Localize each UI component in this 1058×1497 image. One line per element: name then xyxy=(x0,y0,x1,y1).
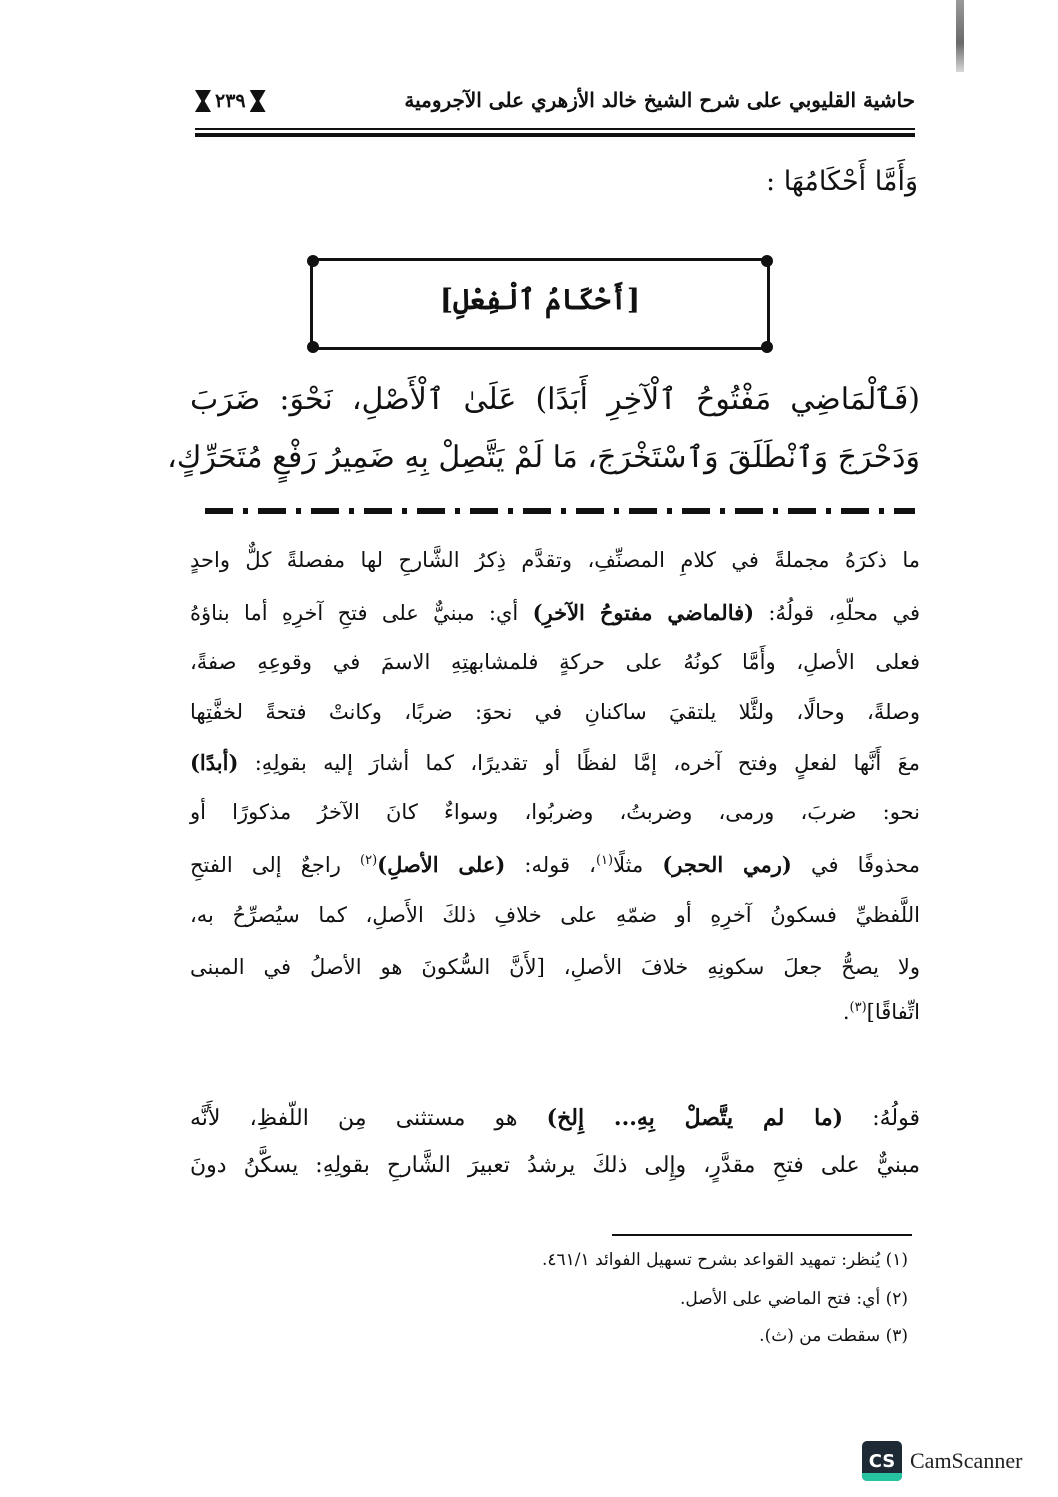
running-header xyxy=(195,88,915,124)
text-run: مثلًا xyxy=(613,853,663,877)
footnote-separator xyxy=(612,1234,912,1236)
commentary-line xyxy=(190,1153,920,1178)
footnote-3: (٣) سقطت من (ث). xyxy=(759,1326,908,1346)
commentary-line xyxy=(190,1105,920,1131)
header-rule-thin xyxy=(195,128,915,130)
section-title-box xyxy=(310,258,770,350)
footnote-ref: (٣) xyxy=(849,1000,867,1015)
text-run: (أبدًا) xyxy=(190,750,239,775)
commentary-line xyxy=(190,600,920,625)
matn-line: وَدَحْرَجَ وَٱنْطَلَقَ وَٱسْتَخْرَجَ، مَا لَمْ يَتَّصِلْ بِهِ ضَمِيرُ رَفْعٍ مُتَحَرِّكٍ، xyxy=(167,440,920,475)
camscanner-watermark xyxy=(862,1441,1022,1481)
text-run: ، قوله: xyxy=(505,853,596,877)
ornament-left-icon xyxy=(195,90,211,112)
corner-ornament xyxy=(761,255,773,267)
commentary-line xyxy=(190,700,920,724)
corner-ornament xyxy=(761,341,773,353)
text-run: فعلى الأصلِ، وأَمَّا كونُهُ على حركةٍ فلمشابهتِهِ الاسمَ في وقوعِهِ صفةً، xyxy=(190,650,920,674)
section-title: [أَحْكَامُ ٱلْفِعْلِ] xyxy=(439,283,641,316)
commentary-line xyxy=(190,548,920,572)
text-run: ولا يصحُّ جعلَ سكونِهِ خلافَ الأصلِ، [لأَنَّ السُّكونَ هو الأصلُ في المبنى xyxy=(190,955,920,979)
commentary-line xyxy=(190,903,920,927)
text-run: مبنيٌّ على فتحِ مقدَّرٍ، وإِلى ذلكَ يرشدُ تعبيرَ الشَّارحِ بقولِهِ: يسكَّنُ دونَ xyxy=(190,1153,920,1178)
footnote-1: (١) يُنظر: تمهيد القواعد بشرح تسهيل الفوائد ٤٦١/١. xyxy=(542,1250,908,1270)
text-run: قولُهُ: xyxy=(843,1106,921,1131)
text-run: وصلةً، وحالًا، ولئَّلا يلتقيَ ساكنانِ في نحوَ: ضربًا، وكانتْ فتحةً لخفَّتِها xyxy=(190,700,920,724)
text-run: (ما لم يتَّصلْ بِهِ... إِلخ) xyxy=(546,1105,844,1131)
commentary-line xyxy=(190,852,920,877)
commentary-line xyxy=(190,800,920,824)
intro-line: وَأَمَّا أَحْكَامُهَا : xyxy=(766,166,918,197)
text-run: (رمي الحجر) xyxy=(662,852,792,877)
scan-edge-shadow xyxy=(956,0,964,72)
commentary-line xyxy=(190,650,920,674)
footnote-ref: (١) xyxy=(595,853,614,868)
text-run: اللَّفظيِّ فسكونُ آخرِهِ أو ضمّهِ على خلافِ ذلكَ الأَصلِ، كما سيُصرِّحُ به، xyxy=(190,903,920,927)
dash-dot-separator xyxy=(205,508,915,514)
ornament-right-icon xyxy=(250,90,266,112)
text-run: راجعٌ إلى الفتحِ xyxy=(190,853,360,877)
text-run: (فالماضي مفتوحُ الآخرِ) xyxy=(532,600,755,625)
text-run: هو مستثنى مِن اللّفظِ، لأَنَّه xyxy=(190,1106,547,1131)
matn-line: (فَٱلْمَاضِي مَفْتُوحُ ٱلْآخِرِ أَبَدًا) عَلَىٰ ٱلْأَصْلِ، نَحْوَ: ضَرَبَ xyxy=(190,382,920,417)
text-run: في محلّهِ، قولُهُ: xyxy=(754,601,921,625)
commentary-line xyxy=(190,955,920,979)
footnote-ref: (٢) xyxy=(360,853,378,868)
text-run: نحو: ضربَ، ورمى، وضربتُ، وضربُوا، وسواءٌ كانَ الآخرُ مذكورًا أو xyxy=(190,800,920,824)
text-run: ما ذكرَهُ مجملةً في كلامِ المصنِّفِ، وتقدَّم ذِكرُ الشَّارحِ لها مفصلةً كلٌّ واحدٍ xyxy=(190,548,920,572)
book-title: حاشية القليوبي على شرح الشيخ خالد الأزهري على الآجرومية xyxy=(404,88,915,112)
corner-ornament xyxy=(307,255,319,267)
text-run: اتِّفاقًا] xyxy=(866,1000,920,1024)
commentary-line xyxy=(190,1000,920,1024)
header-rule-thick xyxy=(195,133,915,137)
text-run: معَ أَنَّها لفعلٍ وفتح آخره، إمَّا لفظًا أو تقديرًا، كما أشارَ إليه بقولِهِ: xyxy=(238,751,920,775)
page-number: ٢٣٩ xyxy=(215,90,246,112)
footnote-2: (٢) أي: فتح الماضي على الأصل. xyxy=(679,1289,908,1309)
text-run: (على الأصلِ) xyxy=(377,852,506,877)
page-number-box xyxy=(195,90,266,112)
corner-ornament xyxy=(307,341,319,353)
text-run: . xyxy=(842,1000,850,1024)
camscanner-brand: CamScanner xyxy=(910,1448,1023,1473)
commentary-line xyxy=(190,750,920,775)
camscanner-logo-icon: CS xyxy=(862,1441,902,1481)
text-run: أي: مبنيٌّ على فتحِ آخرِهِ أما بناؤهُ xyxy=(190,601,533,625)
text-run: محذوفًا في xyxy=(791,853,921,877)
